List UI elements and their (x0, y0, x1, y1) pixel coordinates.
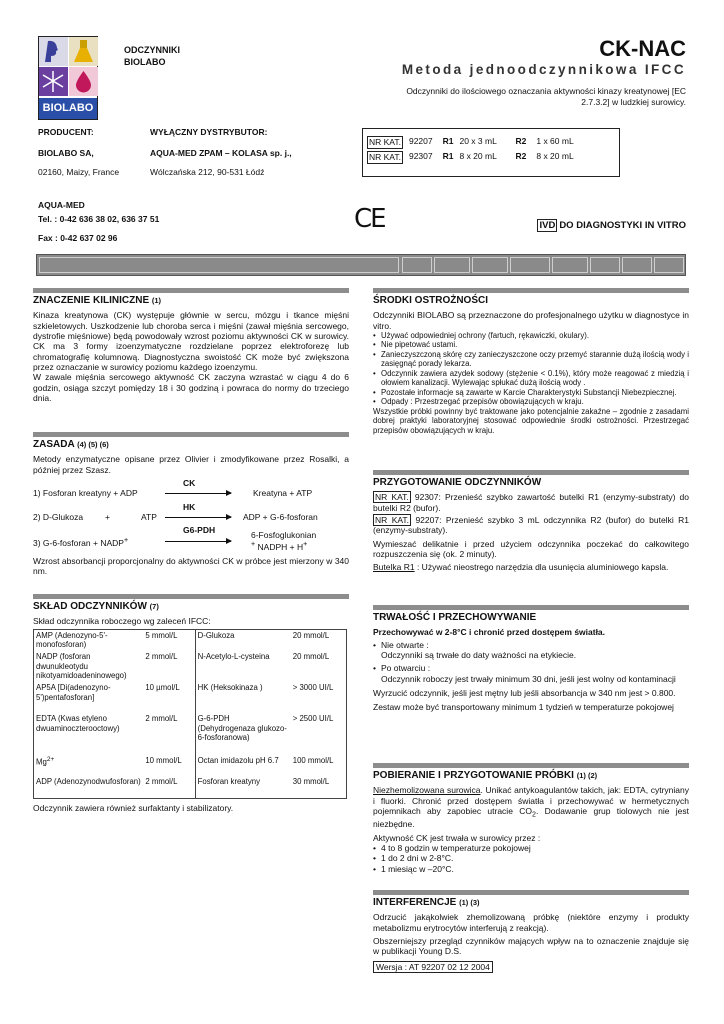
mg-sup: 2+ (46, 756, 55, 764)
cell: N-Acetylo-L-cysteina (195, 651, 291, 682)
principle-p1: Metody enzymatyczne opisane przez Olivier i zmodyfikowane przez Rosalki, a później przez Szasz. (33, 454, 349, 475)
reaction-arrow (165, 541, 231, 542)
mg-text: Mg (36, 757, 47, 767)
ref-r1-value: 8 x 20 mL (459, 151, 497, 161)
sample-list (373, 843, 689, 874)
sample-p1-text: . Unikać antykoagulantów takich, jak: EDTA, cytryniany i fluorki. Chronić przed dostępem światła i przechowywać w hermetycznych pojemnikach aby zapobiec utracie CO (373, 785, 689, 816)
reaction1-right: Kreatyna + ATP (253, 488, 313, 498)
logo-quadrant-profile (39, 37, 68, 66)
composition-intro: Skład odczynnika roboczego wg zaleceń IFCC: (33, 616, 211, 627)
distributor-address: Wólczańska 212, 90-531 Łódź (150, 167, 265, 177)
contact-tel: Tel. : 0-42 636 38 02, 636 37 51 (38, 214, 160, 224)
section-storage (373, 605, 689, 713)
section-interferences (373, 890, 689, 973)
section-sample (373, 763, 689, 874)
reaction3-left (33, 536, 128, 548)
cell: 2 mmol/L (145, 714, 178, 724)
ref-nk: NR KAT. (369, 137, 401, 147)
table-row (34, 776, 347, 798)
list-item: • 1 do 2 dni w 2-8°C. (373, 853, 689, 863)
page-description: Odczynniki do ilościowego oznaczania aktywności kinazy kreatynowej [EC 2.7.3.2] w ludzkiej surowicy. (406, 86, 686, 108)
prep-p1 (373, 492, 689, 513)
cell: 5 mmol/L (143, 629, 195, 651)
producer-name: BIOLABO SA, (38, 148, 94, 158)
prep-p3: Wymieszać delikatnie i przed użyciem odczynnika poczekać do całkowitego rozpuszczenia się (ok. 2 minuty). (373, 538, 689, 559)
producer-label: PRODUCENT: (38, 127, 94, 137)
ref-r1: R1 (442, 151, 454, 161)
prep-p1-text: 92307: Przenieść szybko zawartość butelki R1 (enzymy-substraty) do butelki R2 (bufor). (373, 492, 689, 513)
storage-list (373, 663, 689, 673)
section-title: PRZYGOTOWANIE ODCZYNNIKÓW (373, 477, 542, 488)
cell: Fosforan kreatyny (195, 776, 291, 798)
storage-b1-text: Odczynniki są trwałe do daty ważności na etykiecie. (381, 649, 577, 660)
cell: > 2500 UI/L (291, 713, 347, 755)
section-ref: (1) (151, 296, 162, 305)
clinical-p1: Kinaza kreatynowa (CK) występuje głównie w sercu, mózgu i tkance mięśni szkieletowych. Uszkodzenie lub choroba serca i mięśni (zawał mięśnia sercowego, dystrofie mięśniowe) będą powodowały wzrost poziomu aktywności CK w surowicy. CK ma 3 formy izoenzymatyczne rozdzielane poprzez elektroforezę lub chromatografię kolumnową. Diagnostyczna swoistość CK może być zwiększona przez oznaczanie w surowicy poziomu każdego izoenzymu. (33, 310, 349, 372)
cell: 30 mmol/L (291, 776, 347, 798)
ref-num: 92307 (408, 151, 433, 161)
cell: > 3000 UI/L (291, 682, 347, 713)
sample-ul: Niezhemolizowana surowica (373, 785, 481, 796)
prep-p4-text: : Używać nieostrego narzędzia dla usunięcia aluminiowego kapsla. (414, 562, 669, 573)
biolabo-logo (38, 36, 98, 120)
enzyme-hk: HK (183, 502, 196, 512)
safety-p1: Odczynniki BIOLABO są przeznaczone do profesjonalnego użytku w diagnostyce in vitro. (373, 310, 689, 331)
logo-quadrant-flask (69, 37, 98, 66)
catalog-ref-box (362, 128, 620, 177)
cell: G-6-PDH (Dehydrogenaza glukozo-6-fosforanowa) (195, 713, 291, 755)
cell: 10 mmol/L (145, 756, 182, 766)
ref-r2-value: 8 x 20 mL (536, 151, 574, 161)
org-line2: BIOLABO (124, 57, 166, 68)
prep-p4 (373, 562, 689, 572)
table-row (34, 629, 347, 651)
decorative-band (36, 254, 686, 276)
interf-p1: Odrzucić jakąkolwiek zhemolizowaną próbkę (niektóre enzymy i produkty metabolizmu erytrocytów interferują z reakcją). (373, 912, 689, 933)
reaction3-left-text: 3) G-6-fosforan + NADP (33, 537, 124, 548)
cell: 2 mmol/L (143, 776, 195, 798)
section-title: INTERFERENCJE (373, 897, 457, 908)
section-principle (33, 432, 349, 582)
version-label: Wersja : AT 92207 02 12 2004 (373, 961, 493, 973)
co2-sub: 2 (532, 810, 536, 819)
section-title: TRWAŁOŚĆ I PRZECHOWYWANIE (373, 612, 537, 623)
reaction3-sup: + (123, 536, 129, 544)
sample-p1-end: . Dodawanie grup tiolowych nie jest niezbędne. (373, 805, 689, 830)
list-item: • Zanieczyszczoną skórę czy zanieczyszczone oczy przemyć starannie dużą ilością wody i zasięgnąć porady lekarza. (373, 350, 689, 369)
sample-p2: Aktywność CK jest trwała w surowicy przez : (373, 832, 541, 843)
section-preparation (373, 470, 689, 573)
list-item: • Pozostałe informacje są zawarte w Karcie Charakterystyki Substancji Niebezpiecznej. (373, 388, 689, 398)
safety-p2: Wszystkie próbki powinny być traktowane jako potencjalnie zakaźne – zgodnie z zasadami dobrej praktyki laboratoryjnej stosować odpowiednie środki ostrożności. Przestrzegać przepisów obowiązujących w kraju. (373, 406, 689, 435)
section-ref: (1) (3) (459, 898, 480, 907)
distributor-name: AQUA-MED ZPAM – KOLASA sp. j., (150, 148, 292, 158)
reaction1-left: 1) Fosforan kreatyny + ADP (33, 488, 138, 498)
section-title: POBIERANIE I PRZYGOTOWANIE PRÓBKI (373, 770, 574, 781)
list-item: • Nie otwarte : (373, 640, 689, 650)
table-row (34, 682, 347, 713)
cell: 20 mmol/L (291, 629, 347, 651)
ref-r2: R2 (515, 151, 527, 161)
section-title: ZNACZENIE KILINICZNE (33, 295, 150, 306)
logo-quadrant-network (39, 67, 68, 96)
storage-bold: Przechowywać w 2-8°C i chronić przed dostępem światła. (373, 627, 606, 638)
ref-num: 92207 (408, 136, 433, 146)
cell: 20 mmol/L (291, 651, 347, 682)
enzyme-g6pdh: G6-PDH (183, 525, 216, 535)
cell: AMP (Adenozyno-5'-monofosforan) (34, 629, 144, 651)
section-title: ZASADA (33, 439, 75, 450)
prep-p2-text: 92207: Przenieść szybko 3 mL odczynnika R2 (bufor) do butelki R1 (enzymy-substraty). (373, 514, 689, 536)
safety-list (373, 331, 689, 407)
list-item: • Odczynnik zawiera azydek sodowy (stężenie < 0.1%), który może reagować z miedzią i ołowiem kanalizacji. Wylewając spłukać dużą ilością wody . (373, 369, 689, 388)
cell: NADP (fosforan dwunukleotydu nikotyamidoadeninowego) (34, 651, 144, 682)
ref-row (367, 134, 615, 149)
list-item: • Po otwarciu : (373, 663, 689, 673)
ivd-text: DO DIAGNOSTYKI IN VITRO (559, 220, 686, 231)
table-row (34, 713, 347, 755)
prep-p2 (373, 515, 689, 536)
reaction3-right2-text: NADPH + H (257, 541, 304, 552)
principle-p2: Wzrost absorbancji proporcjonalny do aktywności CK w próbce jest mierzony w 340 nm. (33, 556, 349, 577)
cell: D-Glukoza (195, 629, 291, 651)
list-item: • 4 to 8 godzin w temperaturze pokojowej (373, 843, 689, 853)
org-line1: ODCZYNNIKI (124, 45, 180, 55)
distributor-label: WYŁĄCZNY DYSTRYBUTOR: (150, 127, 268, 137)
ref-r1-value: 20 x 3 mL (459, 136, 497, 146)
ref-r2: R2 (515, 136, 527, 146)
cell: 100 mmol/L (291, 755, 347, 776)
reaction2-right: ADP + G-6-fosforan (243, 512, 318, 522)
section-clinical (33, 288, 349, 403)
ref-r1: R1 (442, 136, 454, 146)
cell: AP5A [Di(adenozyno-5')pentafosforan] (34, 682, 144, 713)
list-item: • Odpady : Przestrzegać przepisów obowiązujących w kraju. (373, 397, 689, 407)
reaction2-mid: ATP (141, 512, 157, 522)
ref-row (367, 149, 615, 164)
enzyme-ck: CK (183, 478, 196, 488)
section-ref: (1) (2) (576, 771, 598, 780)
ref-nk: NR KAT. (369, 152, 401, 162)
page-title: CK-NAC (599, 36, 686, 61)
cell: 10 µmol/L (145, 683, 180, 693)
table-row (34, 755, 347, 776)
reaction-arrow (165, 493, 231, 494)
ce-mark: CE (354, 204, 385, 234)
reaction2-left: 2) D-Glukoza (33, 512, 84, 522)
sample-p1 (373, 785, 689, 829)
contact-fax: Fax : 0-42 637 02 96 (38, 233, 118, 243)
composition-footer: Odczynnik zawiera również surfaktanty i stabilizatory. (33, 802, 234, 813)
cell: HK (Heksokinaza ) (195, 682, 291, 713)
composition-table (33, 629, 347, 799)
reaction3-right2: + NADPH + H+ (251, 540, 308, 552)
storage-list (373, 640, 689, 650)
reaction2-plus: + (105, 512, 110, 522)
reaction-arrow (165, 517, 231, 518)
clinical-p2: W zawale mięśnia sercowego aktywność CK zaczyna wzrastać w ciągu 4 do 6 godzin, osiąga szczyt pomiędzy 18 i 30 godziną i powraca do normy do trzeciego dnia. (33, 372, 349, 404)
list-item: • Nie pipetować ustami. (373, 340, 689, 350)
ref-r2-value: 1 x 60 mL (536, 136, 574, 146)
storage-b2-text: Odczynnik roboczy jest trwały minimum 30 dni, jeśli jest wolny od kontaminacji (381, 673, 676, 684)
prep-nk: NR KAT. (375, 514, 410, 525)
interf-p2: Obszerniejszy przegląd czynników mających wpływ na to oznaczenie znajduje się w publikacji Young D.S. (373, 935, 689, 957)
storage-p1: Wyrzucić odczynnik, jeśli jest mętny lub jeśli absorbancja w 340 nm jest > 0.800. (373, 687, 676, 698)
section-title: SKŁAD ODCZYNNIKÓW (33, 601, 147, 612)
section-ref: (4) (5) (6) (77, 440, 109, 449)
cell: ADP (Adenozynodwufosforan) (34, 776, 144, 798)
section-title: ŚRODKI OSTROŻNOŚCI (373, 295, 489, 306)
logo-text: BIOLABO (39, 98, 97, 119)
table-row (34, 651, 347, 682)
prep-p4-ul: Butelka R1 (373, 562, 415, 573)
cell (34, 755, 144, 776)
reaction3-right1: 6-Fosfoglukonian (251, 530, 317, 540)
contact-name: AQUA-MED (38, 200, 85, 210)
ivd-box: IVD (539, 220, 556, 231)
section-safety (373, 288, 689, 435)
section-composition (33, 594, 349, 813)
page-subtitle: Metoda jednoodczynnikowa IFCC (401, 62, 686, 77)
storage-p2: Zestaw może być transportowany minimum 1 tydzień w temperaturze pokojowej (373, 702, 674, 713)
header-org (124, 44, 180, 68)
list-item: • 1 miesiąc w –20°C. (373, 864, 689, 874)
producer-address: 02160, Maizy, France (38, 167, 120, 177)
ivd-label (537, 220, 686, 232)
logo-quadrant-drop (69, 67, 98, 96)
list-item: • Używać odpowiedniej ochrony (fartuch, rękawiczki, okulary). (373, 331, 689, 341)
prep-nk: NR KAT. (375, 492, 409, 503)
section-ref: (7) (149, 602, 159, 611)
cell: EDTA (Kwas etyleno dwuaminoczterooctowy) (34, 713, 144, 755)
cell: 2 mmol/L (145, 652, 178, 662)
cell: Octan imidazolu pH 6.7 (195, 755, 291, 776)
